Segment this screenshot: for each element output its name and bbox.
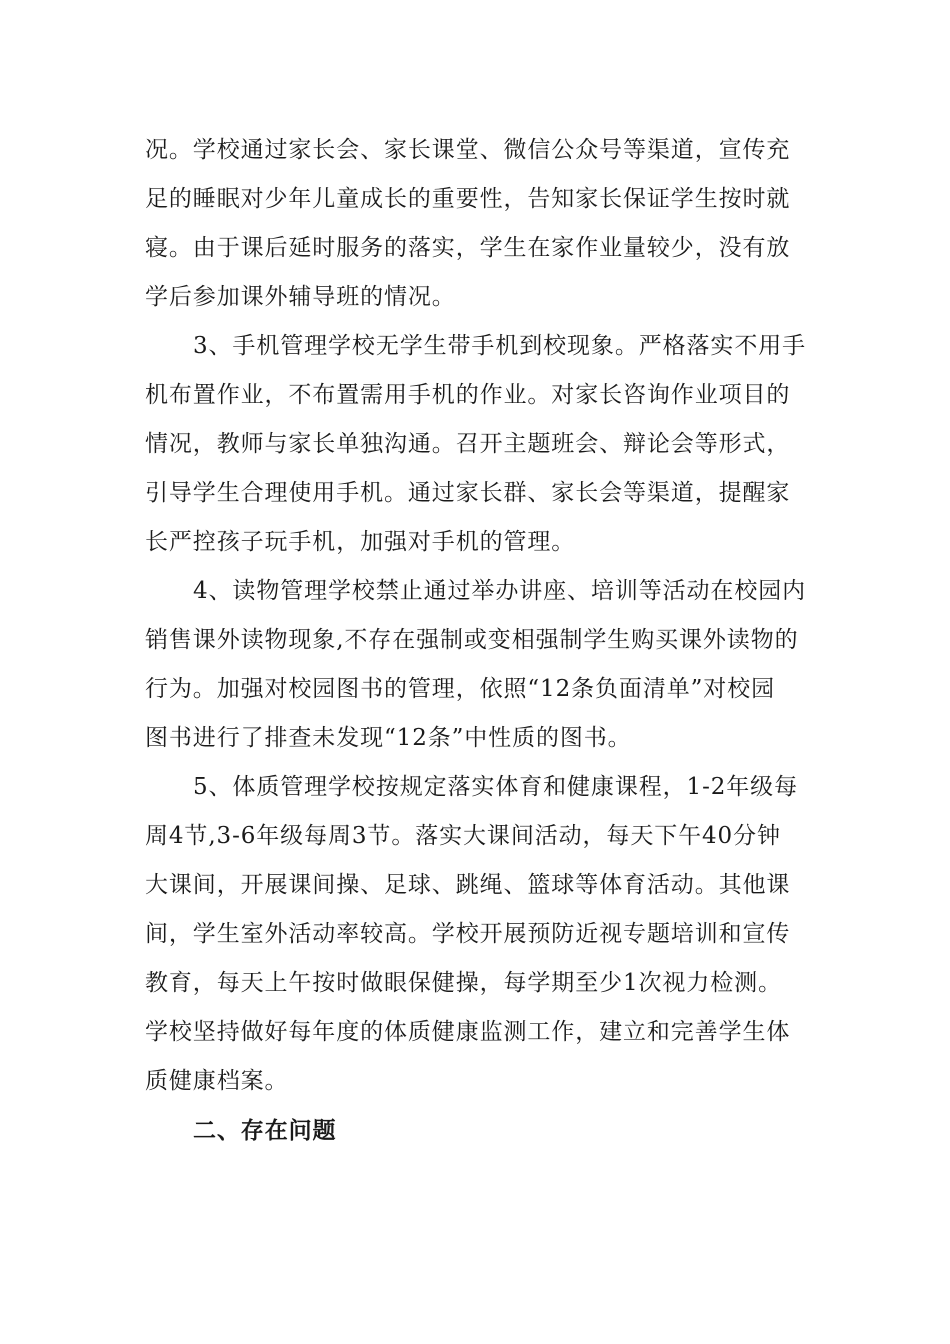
document-body	[145, 126, 805, 1155]
text-line: 行为。加强对校园图书的管理，依照“12条负面清单”对校园	[145, 676, 775, 702]
text-line: 大课间，开展课间操、足球、跳绳、篮球等体育活动。其他课	[145, 872, 791, 898]
paragraph-start-line: 3、手机管理学校无学生带手机到校现象。严格落实不用手	[193, 333, 807, 359]
text-line: 况。学校通过家长会、家长课堂、微信公众号等渠道，宣传充	[145, 137, 791, 163]
text-line: 寝。由于课后延时服务的落实，学生在家作业量较少，没有放	[145, 235, 791, 261]
text-line: 长严控孩子玩手机，加强对手机的管理。	[145, 529, 576, 555]
paragraph-start-line: 4、读物管理学校禁止通过举办讲座、培训等活动在校园内	[193, 578, 807, 604]
text-line: 情况，教师与家长单独沟通。召开主题班会、辩论会等形式，	[145, 431, 791, 457]
text-line: 学校坚持做好每年度的体质健康监测工作，建立和完善学生体	[145, 1019, 791, 1045]
text-line: 机布置作业，不布置需用手机的作业。对家长咨询作业项目的	[145, 382, 791, 408]
section-heading: 二、存在问题	[193, 1117, 337, 1144]
text-line: 图书进行了排查未发现“12条”中性质的图书。	[145, 725, 632, 751]
text-line: 周4节,3-6年级每周3节。落实大课间活动，每天下午40分钟	[145, 823, 781, 849]
paragraph-start-line: 5、体质管理学校按规定落实体育和健康课程，1-2年级每	[193, 774, 798, 800]
text-line: 教育，每天上午按时做眼保健操，每学期至少1次视力检测。	[145, 970, 782, 996]
text-line: 引导学生合理使用手机。通过家长群、家长会等渠道，提醒家	[145, 480, 791, 506]
text-line: 足的睡眠对少年儿童成长的重要性，告知家长保证学生按时就	[145, 186, 791, 212]
text-line: 间，学生室外活动率较高。学校开展预防近视专题培训和宣传	[145, 921, 791, 947]
text-line: 学后参加课外辅导班的情况。	[145, 284, 456, 310]
text-line: 质健康档案。	[145, 1068, 289, 1094]
text-line: 销售课外读物现象,不存在强制或变相强制学生购买课外读物的	[145, 627, 799, 653]
